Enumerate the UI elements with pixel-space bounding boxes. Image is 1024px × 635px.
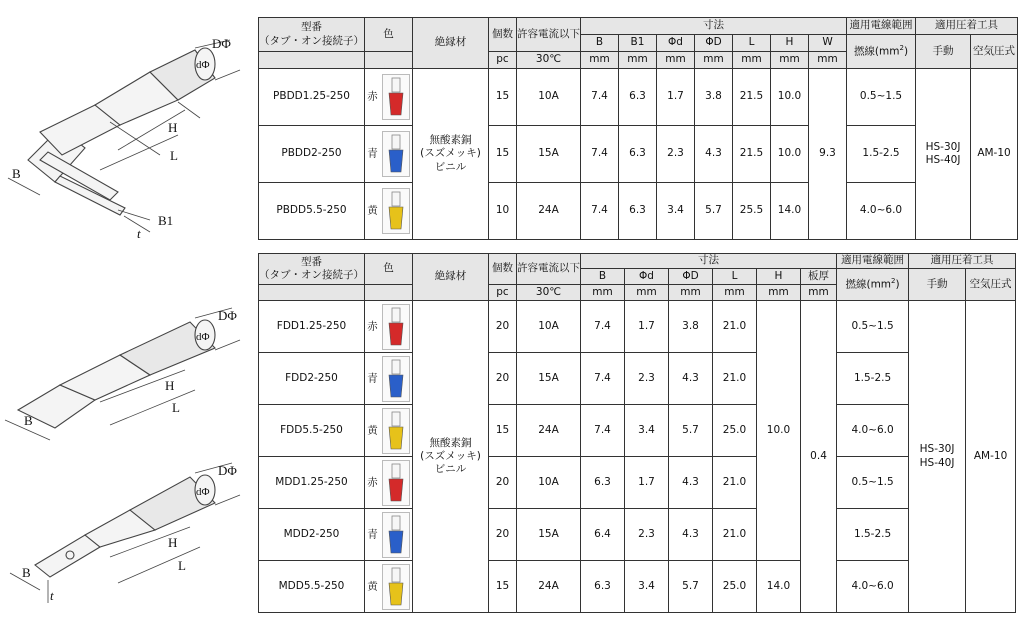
terminal-swatch <box>382 131 410 177</box>
model-cell: FDD2-250 <box>259 353 365 405</box>
dim-cell: 7.4 <box>581 353 625 405</box>
col-header: Φd <box>625 269 669 285</box>
range-cell: 4.0~6.0 <box>837 405 909 457</box>
model-cell: FDD1.25-250 <box>259 301 365 353</box>
dim-cell: 7.4 <box>581 405 625 457</box>
h-cell: 10.0 <box>757 301 801 561</box>
color-cell: 青 <box>365 509 413 561</box>
dim-cell: 6.3 <box>619 183 657 240</box>
dim-cell: 6.3 <box>619 69 657 126</box>
tool-hand-cell: HS-30J HS-40J <box>916 69 971 240</box>
dim-label-l: L <box>178 558 186 573</box>
dim-cell: 4.3 <box>695 126 733 183</box>
model-cell: FDD5.5-250 <box>259 405 365 457</box>
unit-mm: mm <box>733 52 771 69</box>
dim-label-h: H <box>165 378 175 393</box>
dim-cell: 3.8 <box>695 69 733 126</box>
qty-cell: 15 <box>489 405 517 457</box>
color-cell: 黄 <box>365 561 413 613</box>
current-cell: 10A <box>517 301 581 353</box>
dim-cell: 25.0 <box>713 561 757 613</box>
qty-cell: 10 <box>489 183 517 240</box>
w-cell: 9.3 <box>809 69 847 240</box>
current-cell: 24A <box>517 561 581 613</box>
unit-mm: mm <box>809 52 847 69</box>
header-insulation: 絶縁材 <box>413 18 489 69</box>
qty-cell: 20 <box>489 509 517 561</box>
header-color: 色 <box>365 254 413 285</box>
col-header: Φd <box>657 35 695 52</box>
col-header: H <box>757 269 801 285</box>
tool-hand-cell: HS-30J HS-40J <box>909 301 966 613</box>
unit-mm: mm <box>581 285 625 301</box>
dim-cell: 2.3 <box>625 509 669 561</box>
table-row <box>259 126 1018 183</box>
color-cell: 赤 <box>365 301 413 353</box>
unit-mm: mm <box>625 285 669 301</box>
terminal-swatch <box>382 408 410 454</box>
unit-mm: mm <box>619 52 657 69</box>
color-cell: 青 <box>365 126 413 183</box>
model-cell: PBDD5.5-250 <box>259 183 365 240</box>
col-header: W <box>809 35 847 52</box>
dim-cell: 3.4 <box>625 405 669 457</box>
dim-cell: 7.4 <box>581 126 619 183</box>
dim-cell: 25.0 <box>713 405 757 457</box>
unit-current: 30℃ <box>517 285 581 301</box>
model-cell: MDD2-250 <box>259 509 365 561</box>
dim-cell: 21.5 <box>733 126 771 183</box>
dim-cell: 2.3 <box>657 126 695 183</box>
header-qty: 個数 <box>489 18 517 52</box>
terminal-swatch <box>382 74 410 120</box>
current-cell: 10A <box>517 69 581 126</box>
model-cell: PBDD2-250 <box>259 126 365 183</box>
qty-cell: 20 <box>489 457 517 509</box>
dim-label-l: L <box>172 400 180 415</box>
color-cell: 黄 <box>365 183 413 240</box>
header-air: 空気圧式 <box>971 35 1018 69</box>
qty-cell: 15 <box>489 561 517 613</box>
terminal-swatch <box>382 188 410 234</box>
color-cell: 黄 <box>365 405 413 457</box>
model-cell: MDD1.25-250 <box>259 457 365 509</box>
header-strand: 撚線$(mm^2)$ <box>837 269 909 301</box>
female-male-spec-table <box>258 253 1016 613</box>
color-cell: 青 <box>365 353 413 405</box>
range-cell: 0.5~1.5 <box>837 457 909 509</box>
dim-cell: 4.3 <box>669 509 713 561</box>
dim-cell: 1.7 <box>657 69 695 126</box>
unit-qty: pc <box>489 52 517 69</box>
dim-label-b: B <box>24 413 33 428</box>
unit-current: 30℃ <box>517 52 581 69</box>
model-cell: MDD5.5-250 <box>259 561 365 613</box>
col-header: L <box>733 35 771 52</box>
header-hand: 手動 <box>909 269 966 301</box>
dim-cell: 3.8 <box>669 301 713 353</box>
dim-cell: 5.7 <box>669 561 713 613</box>
header-range: 適用電線範囲 <box>847 18 916 35</box>
header-insulation: 絶縁材 <box>413 254 489 301</box>
table-row <box>259 301 1016 353</box>
table-row <box>259 405 1016 457</box>
insulation-cell: 無酸素銅 (スズメッキ) ビニル <box>413 301 489 613</box>
header-tool: 適用圧着工具 <box>909 254 1016 269</box>
unit-mm: mm <box>581 52 619 69</box>
thickness-cell: 0.4 <box>801 301 837 613</box>
dim-cell: 1.7 <box>625 301 669 353</box>
terminal-swatch <box>382 512 410 558</box>
range-cell: 1.5-2.5 <box>837 509 909 561</box>
col-header: B <box>581 269 625 285</box>
terminal-swatch <box>382 304 410 350</box>
table-row <box>259 509 1016 561</box>
header-air: 空気圧式 <box>966 269 1016 301</box>
model-cell: PBDD1.25-250 <box>259 69 365 126</box>
dim-label-b: B <box>22 565 31 580</box>
col-header: L <box>713 269 757 285</box>
dim-label-sdphi: dΦ <box>196 331 210 343</box>
header-qty: 個数 <box>489 254 517 285</box>
dim-cell: 21.0 <box>713 353 757 405</box>
header-current: 許容電流以下 <box>517 254 581 285</box>
header-dims: 寸法 <box>581 254 837 269</box>
unit-mm: mm <box>657 52 695 69</box>
dim-cell: 7.4 <box>581 301 625 353</box>
dim-cell: 3.4 <box>657 183 695 240</box>
table-row <box>259 561 1016 613</box>
header-tool: 適用圧着工具 <box>916 18 1018 35</box>
col-header: ΦD <box>695 35 733 52</box>
terminal-swatch <box>382 460 410 506</box>
terminal-swatch <box>382 356 410 402</box>
header-dims: 寸法 <box>581 18 847 35</box>
male-terminal-diagram <box>0 455 245 615</box>
dim-cell: 21.0 <box>713 509 757 561</box>
range-cell: 0.5~1.5 <box>847 69 916 126</box>
dim-label-h: H <box>168 535 178 550</box>
dim-cell: 21.0 <box>713 301 757 353</box>
piggyback-terminal-diagram <box>0 10 245 240</box>
range-cell: 0.5~1.5 <box>837 301 909 353</box>
dim-cell: 3.4 <box>625 561 669 613</box>
col-header: B <box>581 35 619 52</box>
dim-cell: 7.4 <box>581 69 619 126</box>
range-cell: 4.0~6.0 <box>837 561 909 613</box>
current-cell: 15A <box>517 509 581 561</box>
dim-cell: 4.3 <box>669 457 713 509</box>
unit-mm: mm <box>695 52 733 69</box>
qty-cell: 15 <box>489 126 517 183</box>
col-header: 板厚 <box>801 269 837 285</box>
dim-label-dphi: DΦ <box>218 463 237 478</box>
dim-cell: 6.3 <box>581 561 625 613</box>
dim-cell: 10.0 <box>771 126 809 183</box>
dim-label-t: t <box>137 226 141 240</box>
dim-cell: 6.3 <box>619 126 657 183</box>
unit-mm: mm <box>771 52 809 69</box>
dim-label-dphi: DΦ <box>212 36 231 51</box>
dim-cell: 4.3 <box>669 353 713 405</box>
dim-label-b: B <box>12 166 21 181</box>
header-strand: 撚線$(mm^2)$ <box>847 35 916 69</box>
dim-label-b1: B1 <box>158 213 174 228</box>
dim-cell: 21.5 <box>733 69 771 126</box>
table-row <box>259 353 1016 405</box>
range-cell: 1.5-2.5 <box>847 126 916 183</box>
current-cell: 10A <box>517 457 581 509</box>
dim-cell: 1.7 <box>625 457 669 509</box>
unit-mm: mm <box>713 285 757 301</box>
col-header: ΦD <box>669 269 713 285</box>
header-model: 型番 （タブ・オン接続子） <box>259 18 365 52</box>
color-cell: 赤 <box>365 69 413 126</box>
dim-label-sdphi: dΦ <box>196 486 210 498</box>
dim-cell: 5.7 <box>669 405 713 457</box>
dim-cell: 10.0 <box>771 69 809 126</box>
table-row <box>259 457 1016 509</box>
unit-mm: mm <box>757 285 801 301</box>
header-color: 色 <box>365 18 413 52</box>
dim-cell: 2.3 <box>625 353 669 405</box>
current-cell: 24A <box>517 405 581 457</box>
female-terminal-diagram <box>0 300 245 450</box>
tool-air-cell: AM-10 <box>966 301 1016 613</box>
dim-cell: 21.0 <box>713 457 757 509</box>
range-cell: 1.5-2.5 <box>837 353 909 405</box>
col-header: B1 <box>619 35 657 52</box>
dim-label-dphi: DΦ <box>218 308 237 323</box>
dim-label-l: L <box>170 148 178 163</box>
color-cell: 赤 <box>365 457 413 509</box>
dim-cell: 5.7 <box>695 183 733 240</box>
dim-label-sdphi: dΦ <box>196 59 210 71</box>
dim-cell: 25.5 <box>733 183 771 240</box>
dim-cell: 14.0 <box>771 183 809 240</box>
insulation-cell: 無酸素銅 (スズメッキ) ビニル <box>413 69 489 240</box>
h-cell: 14.0 <box>757 561 801 613</box>
dim-cell: 7.4 <box>581 183 619 240</box>
table-row <box>259 183 1018 240</box>
current-cell: 15A <box>517 353 581 405</box>
header-model: 型番 （タブ・オン接続子） <box>259 254 365 285</box>
table-row <box>259 69 1018 126</box>
qty-cell: 20 <box>489 353 517 405</box>
tool-air-cell: AM-10 <box>971 69 1018 240</box>
terminal-swatch <box>382 564 410 610</box>
dim-label-h: H <box>168 120 178 135</box>
col-header: H <box>771 35 809 52</box>
current-cell: 15A <box>517 126 581 183</box>
header-range: 適用電線範囲 <box>837 254 909 269</box>
range-cell: 4.0~6.0 <box>847 183 916 240</box>
unit-qty: pc <box>489 285 517 301</box>
current-cell: 24A <box>517 183 581 240</box>
qty-cell: 15 <box>489 69 517 126</box>
dim-label-t: t <box>50 588 54 603</box>
header-hand: 手動 <box>916 35 971 69</box>
piggyback-spec-table <box>258 17 1018 240</box>
unit-mm: mm <box>801 285 837 301</box>
dim-cell: 6.3 <box>581 457 625 509</box>
header-current: 許容電流以下 <box>517 18 581 52</box>
dim-cell: 6.4 <box>581 509 625 561</box>
unit-mm: mm <box>669 285 713 301</box>
qty-cell: 20 <box>489 301 517 353</box>
